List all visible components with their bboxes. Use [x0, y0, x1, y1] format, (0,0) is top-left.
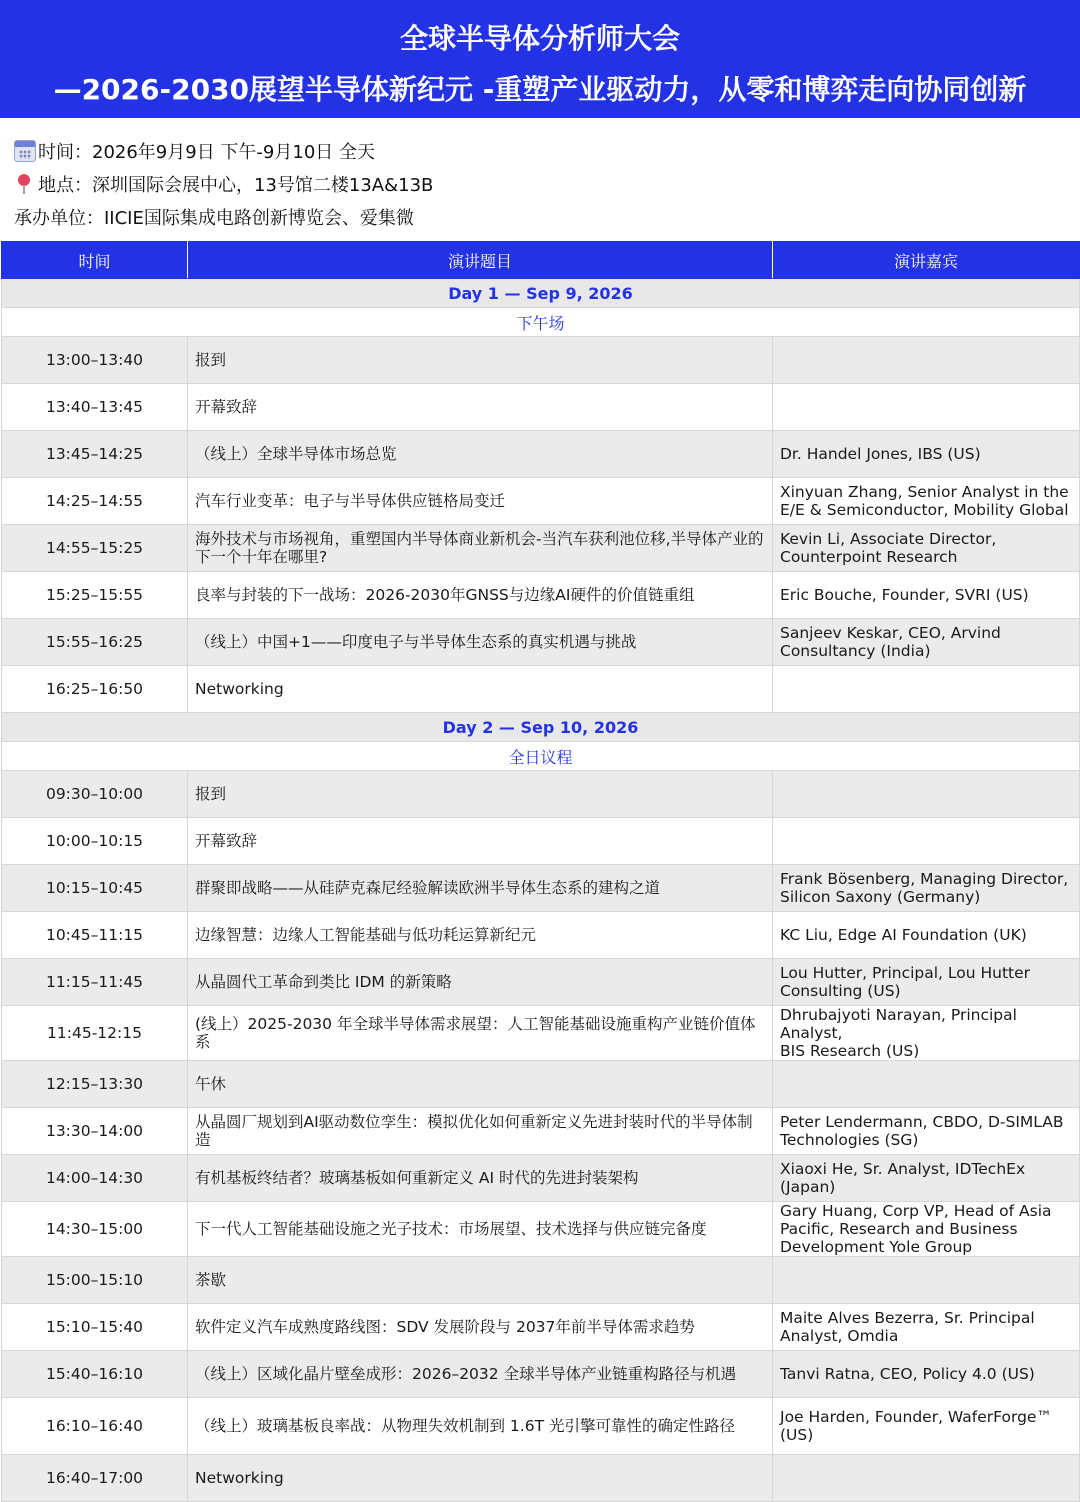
- agenda-row: [2, 478, 1080, 525]
- event-location-text: 地点：深圳国际会展中心，13号馆二楼13A&13B: [38, 174, 434, 196]
- agenda-speaker-cell: [773, 912, 1080, 959]
- agenda-speaker-cell: [773, 337, 1080, 384]
- agenda-speaker-cell: [773, 619, 1080, 666]
- col-header-speaker: 演讲嘉宾: [773, 242, 1080, 279]
- agenda-topic: 边缘智慧：边缘人工智能基础与低功耗运算新纪元: [188, 912, 773, 959]
- agenda-row: [2, 1398, 1080, 1455]
- agenda-speaker-cell: [773, 525, 1080, 572]
- day-label: Day 1 — Sep 9, 2026: [2, 279, 1080, 308]
- agenda-topic: 报到: [188, 771, 773, 818]
- agenda-speaker-cell: [773, 431, 1080, 478]
- agenda-row: [2, 525, 1080, 572]
- event-info: [14, 134, 1074, 233]
- agenda-topic: 良率与封装的下一战场：2026-2030年GNSS与边缘AI硬件的价值链重组: [188, 572, 773, 619]
- agenda-time: 16:40–17:00: [2, 1455, 188, 1502]
- agenda-topic: 软件定义汽车成熟度路线图：SDV 发展阶段与 2037年前半导体需求趋势: [188, 1304, 773, 1351]
- agenda-row: [2, 384, 1080, 431]
- agenda-speaker: Dr. Handel Jones, IBS (US): [780, 445, 981, 463]
- agenda-time: 13:45–14:25: [2, 431, 188, 478]
- agenda-speaker: Joe Harden, Founder, WaferForge™ (US): [780, 1408, 1052, 1444]
- agenda-time: 11:15–11:45: [2, 959, 188, 1006]
- agenda-topic: （线上）中国+1——印度电子与半导体生态系的真实机遇与挑战: [188, 619, 773, 666]
- event-location: [14, 167, 1074, 200]
- agenda-topic: 开幕致辞: [188, 818, 773, 865]
- agenda-time: 13:30–14:00: [2, 1108, 188, 1155]
- agenda-speaker: Gary Huang, Corp VP, Head of Asia Pacific, Research and Business Development Yole Group: [780, 1202, 1052, 1256]
- agenda-row: [2, 1257, 1080, 1304]
- agenda-topic: Networking: [188, 666, 773, 713]
- agenda-row: [2, 431, 1080, 478]
- agenda-row: [2, 865, 1080, 912]
- agenda-time: 13:40–13:45: [2, 384, 188, 431]
- agenda-speaker: Lou Hutter, Principal, Lou Hutter Consulting (US): [780, 964, 1031, 1000]
- agenda-speaker: Sanjeev Keskar, CEO, Arvind Consultancy (India): [780, 624, 1001, 660]
- agenda-speaker: Eric Bouche, Founder, SVRI (US): [780, 586, 1029, 604]
- agenda-row: [2, 1155, 1080, 1202]
- agenda-time: 15:40–16:10: [2, 1351, 188, 1398]
- agenda-speaker-cell: [773, 1257, 1080, 1304]
- session-label: 下午场: [2, 308, 1080, 337]
- agenda-speaker-cell: [773, 1398, 1080, 1455]
- agenda-time: 15:00–15:10: [2, 1257, 188, 1304]
- agenda-row: [2, 1455, 1080, 1502]
- agenda-speaker-cell: [773, 572, 1080, 619]
- agenda-time: 15:55–16:25: [2, 619, 188, 666]
- agenda-speaker: Dhrubajyoti Narayan, Principal Analyst, BIS Research (US): [780, 1006, 1017, 1060]
- day-row: [2, 279, 1080, 308]
- col-header-time: 时间: [2, 242, 188, 279]
- agenda-speaker-cell: [773, 865, 1080, 912]
- agenda-time: 15:25–15:55: [2, 572, 188, 619]
- agenda-time: 15:10–15:40: [2, 1304, 188, 1351]
- page-subtitle: —2026-2030展望半导体新纪元 -重塑产业驱动力，从零和博弈走向协同创新: [53, 73, 1027, 106]
- agenda-header-row: [2, 242, 1080, 279]
- session-row: [2, 742, 1080, 771]
- event-time-text: 时间：2026年9月9日 下午-9月10日 全天: [38, 141, 376, 163]
- agenda-speaker-cell: [773, 1155, 1080, 1202]
- agenda-time: 12:15–13:30: [2, 1061, 188, 1108]
- agenda-row: [2, 1006, 1080, 1061]
- agenda-speaker: Maite Alves Bezerra, Sr. Principal Analyst, Omdia: [780, 1309, 1035, 1345]
- agenda-body: [2, 279, 1080, 1502]
- agenda-topic: 从晶圆代工革命到类比 IDM 的新策略: [188, 959, 773, 1006]
- agenda-topic: 茶歇: [188, 1257, 773, 1304]
- calendar-icon: [14, 140, 36, 162]
- agenda-speaker-cell: [773, 1061, 1080, 1108]
- agenda-row: [2, 771, 1080, 818]
- agenda-speaker: Frank Bösenberg, Managing Director, Silicon Saxony (Germany): [780, 870, 1069, 906]
- agenda-time: 11:45-12:15: [2, 1006, 188, 1061]
- agenda-speaker-cell: [773, 818, 1080, 865]
- agenda-topic: 海外技术与市场视角，重塑国内半导体商业新机会-当汽车获利池位移,半导体产业的下一个十年在哪里?: [188, 525, 773, 572]
- agenda-topic: 群聚即战略——从硅萨克森尼经验解读欧洲半导体生态系的建构之道: [188, 865, 773, 912]
- agenda-speaker-cell: [773, 384, 1080, 431]
- agenda-time: 10:15–10:45: [2, 865, 188, 912]
- agenda-speaker-cell: [773, 1006, 1080, 1061]
- agenda-row: [2, 619, 1080, 666]
- agenda-speaker: Kevin Li, Associate Director, Counterpoint Research: [780, 530, 997, 566]
- agenda-row: [2, 912, 1080, 959]
- pin-icon: [14, 173, 36, 195]
- agenda-table: [1, 241, 1080, 1502]
- agenda-speaker-cell: [773, 1202, 1080, 1257]
- agenda-topic: 下一代人工智能基础设施之光子技术：市场展望、技术选择与供应链完备度: [188, 1202, 773, 1257]
- agenda-topic: 午休: [188, 1061, 773, 1108]
- agenda-speaker: Peter Lendermann, CBDO, D-SIMLAB Technologies (SG): [780, 1113, 1064, 1149]
- event-organizer-text: 承办单位：IICIE国际集成电路创新博览会、爱集微: [14, 207, 414, 229]
- agenda-topic: 从晶圆厂规划到AI驱动数位孪生：模拟优化如何重新定义先进封装时代的半导体制造: [188, 1108, 773, 1155]
- agenda-topic: 开幕致辞: [188, 384, 773, 431]
- agenda-row: [2, 666, 1080, 713]
- event-organizer: [14, 200, 1074, 233]
- agenda-speaker: KC Liu, Edge AI Foundation (UK): [780, 926, 1027, 944]
- page-header: [0, 0, 1080, 118]
- agenda-speaker-cell: [773, 1351, 1080, 1398]
- agenda-topic: （线上）区域化晶片壁垒成形：2026–2032 全球半导体产业链重构路径与机遇: [188, 1351, 773, 1398]
- agenda-row: [2, 1061, 1080, 1108]
- event-time: [14, 134, 1074, 167]
- session-label: 全日议程: [2, 742, 1080, 771]
- agenda-time: 14:55–15:25: [2, 525, 188, 572]
- agenda-row: [2, 1108, 1080, 1155]
- page-title: 全球半导体分析师大会: [399, 22, 680, 55]
- agenda-speaker-cell: [773, 666, 1080, 713]
- agenda-speaker: Xinyuan Zhang, Senior Analyst in the E/E & Semiconductor, Mobility Global: [780, 483, 1069, 519]
- agenda-speaker-cell: [773, 1108, 1080, 1155]
- agenda-speaker-cell: [773, 959, 1080, 1006]
- agenda-time: 14:30–15:00: [2, 1202, 188, 1257]
- agenda-row: [2, 959, 1080, 1006]
- agenda-topic: 报到: [188, 337, 773, 384]
- agenda-speaker-cell: [773, 1304, 1080, 1351]
- agenda-topic: (线上）2025-2030 年全球半导体需求展望：人工智能基础设施重构产业链价值体系: [188, 1006, 773, 1061]
- agenda-speaker: Tanvi Ratna, CEO, Policy 4.0 (US): [780, 1365, 1035, 1383]
- agenda-topic: 有机基板终结者？玻璃基板如何重新定义 AI 时代的先进封装架构: [188, 1155, 773, 1202]
- agenda-row: [2, 1351, 1080, 1398]
- agenda-time: 09:30–10:00: [2, 771, 188, 818]
- agenda-row: [2, 1202, 1080, 1257]
- agenda-row: [2, 337, 1080, 384]
- agenda-time: 10:00–10:15: [2, 818, 188, 865]
- agenda-speaker-cell: [773, 1455, 1080, 1502]
- agenda-speaker-cell: [773, 478, 1080, 525]
- agenda-time: 10:45–11:15: [2, 912, 188, 959]
- col-header-topic: 演讲题目: [188, 242, 773, 279]
- agenda-topic: （线上）玻璃基板良率战：从物理失效机制到 1.6T 光引擎可靠性的确定性路径: [188, 1398, 773, 1455]
- agenda-topic: （线上）全球半导体市场总览: [188, 431, 773, 478]
- day-row: [2, 713, 1080, 742]
- agenda-time: 14:25–14:55: [2, 478, 188, 525]
- agenda-time: 13:00–13:40: [2, 337, 188, 384]
- day-label: Day 2 — Sep 10, 2026: [2, 713, 1080, 742]
- session-row: [2, 308, 1080, 337]
- agenda-time: 16:10–16:40: [2, 1398, 188, 1455]
- agenda-row: [2, 818, 1080, 865]
- agenda-time: 16:25–16:50: [2, 666, 188, 713]
- agenda-speaker: Xiaoxi He, Sr. Analyst, IDTechEx (Japan): [780, 1160, 1026, 1196]
- agenda-topic: 汽车行业变革：电子与半导体供应链格局变迁: [188, 478, 773, 525]
- agenda-speaker-cell: [773, 771, 1080, 818]
- agenda-row: [2, 572, 1080, 619]
- agenda-time: 14:00–14:30: [2, 1155, 188, 1202]
- agenda-topic: Networking: [188, 1455, 773, 1502]
- agenda-row: [2, 1304, 1080, 1351]
